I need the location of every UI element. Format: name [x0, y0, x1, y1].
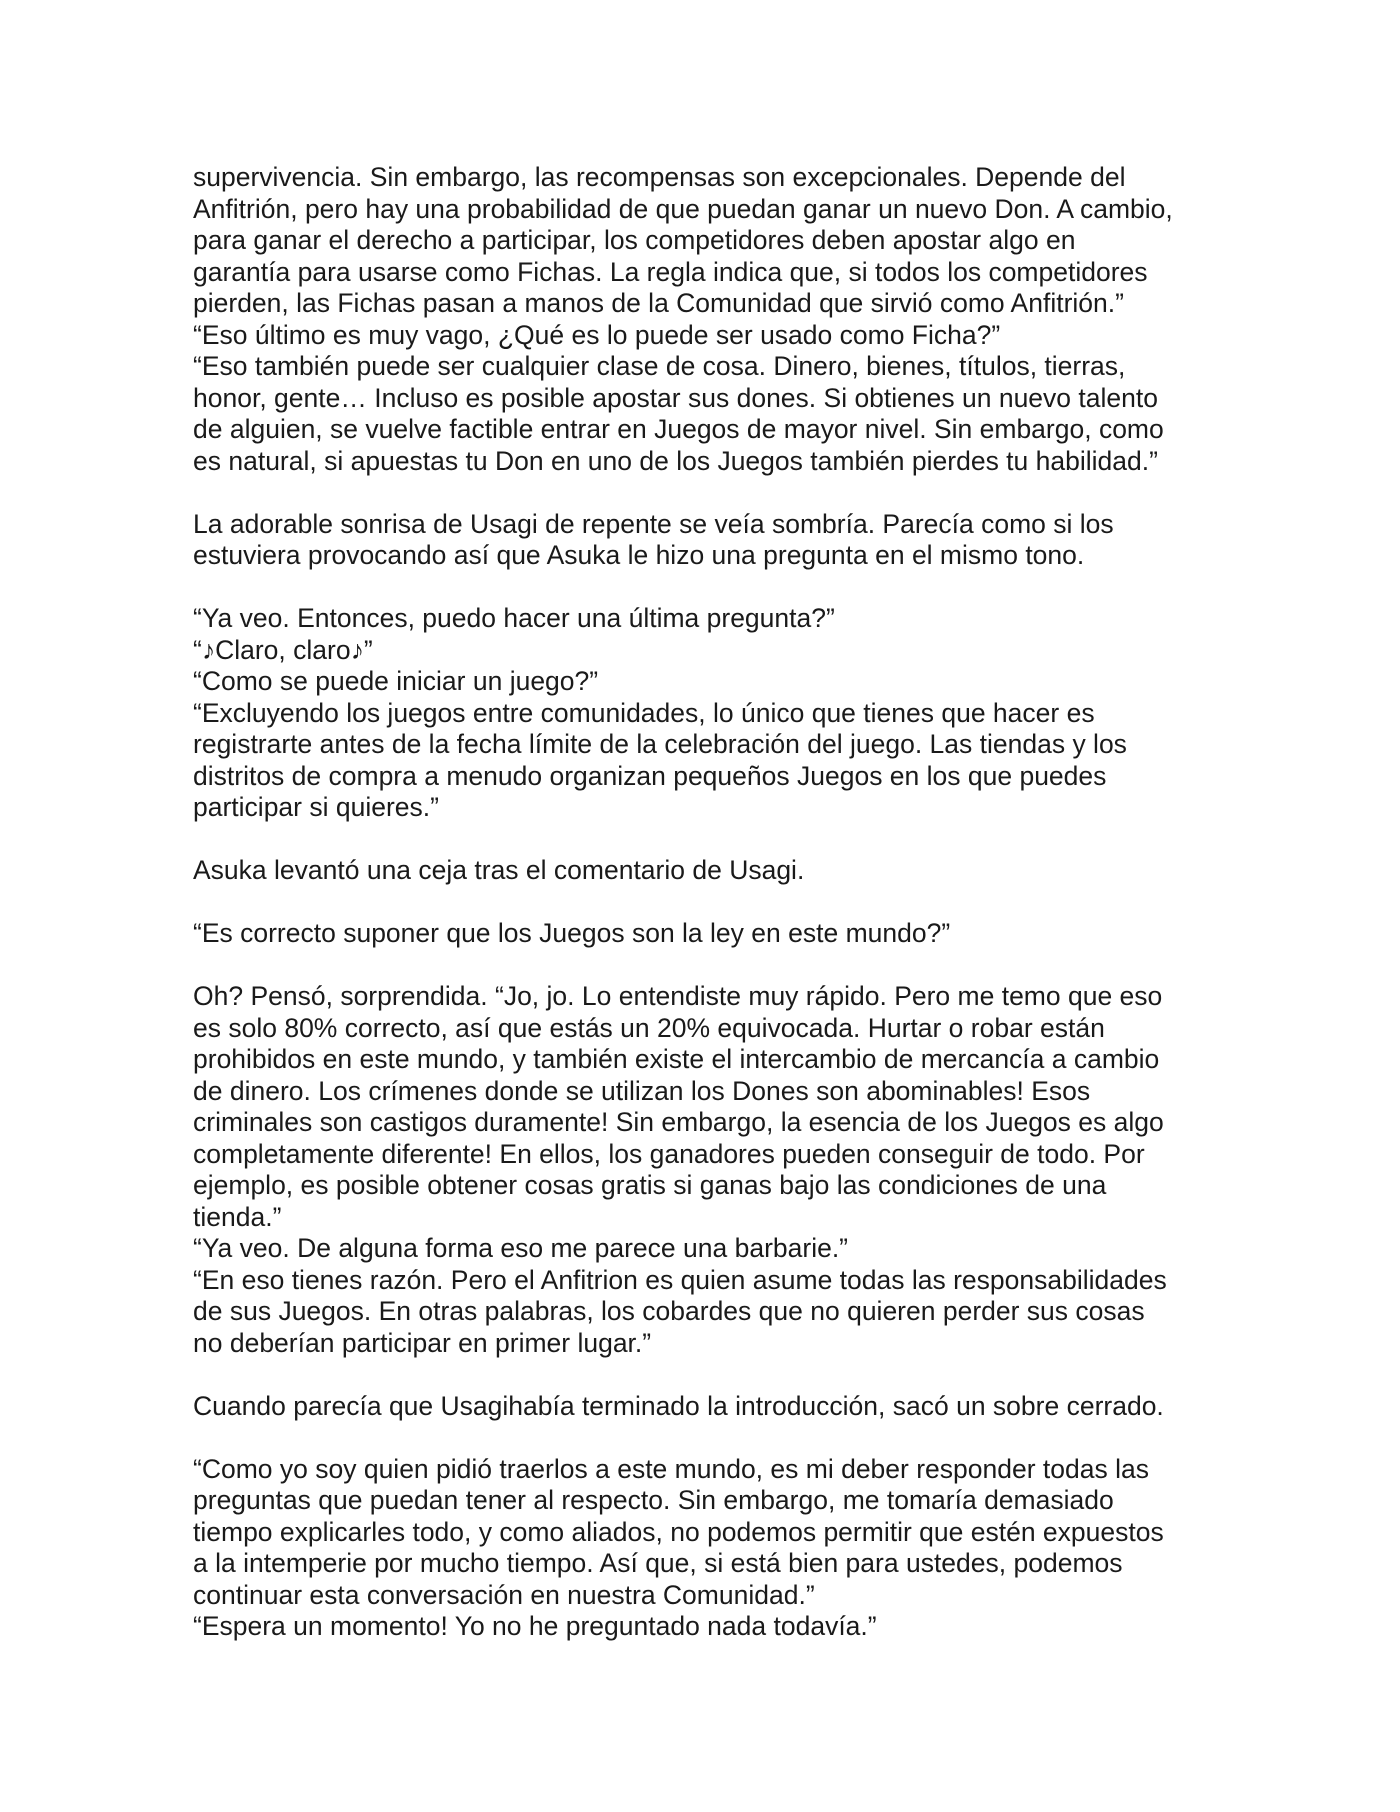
text-line: “Ya veo. Entonces, puedo hacer una última pregunta?” [193, 603, 835, 633]
text-line: supervivencia. Sin embargo, las recompensas son excepcionales. Depende del [193, 162, 1126, 192]
text-line: “Espera un momento! Yo no he preguntado nada todavía.” [193, 1611, 877, 1641]
text-line: “♪Claro, claro♪” [193, 634, 373, 665]
text-line: “Como yo soy quien pidió traerlos a este mundo, es mi deber responder todas las [193, 1453, 1149, 1484]
text-line: es solo 80% correcto, así que estás un 20% equivocada. Hurtar o robar están [193, 1012, 1105, 1043]
text-line: pierden, las Fichas pasan a manos de la Comunidad que sirvió como Anfitrión.” [193, 288, 1124, 318]
text-line: La adorable sonrisa de Usagi de repente se veía sombría. Parecía como si los [193, 508, 1114, 539]
paragraph-gap [193, 1359, 1233, 1391]
paragraph-gap [193, 477, 1233, 509]
text-line: no deberían participar en primer lugar.” [193, 1327, 652, 1358]
text-line: Cuando parecía que Usagihabía terminado la introducción, sacó un sobre cerrado. [193, 1390, 1164, 1421]
paragraph-3 [193, 603, 1233, 824]
paragraph-8 [193, 1454, 1233, 1643]
text-line: Oh? Pensó, sorprendida. “Jo, jo. Lo entendiste muy rápido. Pero me temo que eso [193, 981, 1163, 1011]
paragraph-gap [193, 572, 1233, 604]
text-line: completamente diferente! En ellos, los ganadores pueden conseguir de todo. Por [193, 1138, 1145, 1169]
text-line: tiempo explicarles todo, y como aliados, no podemos permitir que estén expuestos [193, 1516, 1164, 1547]
paragraph-gap [193, 950, 1233, 982]
text-line: “Excluyendo los juegos entre comunidades, lo único que tienes que hacer es [193, 697, 1095, 728]
text-line: estuviera provocando así que Asuka le hizo una pregunta en el mismo tono. [193, 540, 1085, 570]
text-line: “Ya veo. De alguna forma eso me parece una barbarie.” [193, 1233, 849, 1263]
text-line: “Eso último es muy vago, ¿Qué es lo puede ser usado como Ficha?” [193, 319, 1001, 350]
paragraph-7 [193, 1391, 1233, 1423]
text-line: “En eso tienes razón. Pero el Anfitrion es quien asume todas las responsabilidades [193, 1264, 1167, 1295]
paragraph-6 [193, 981, 1233, 1359]
paragraph-gap [193, 824, 1233, 856]
paragraph-gap [193, 1422, 1233, 1454]
text-line: preguntas que puedan tener al respecto. Sin embargo, me tomaría demasiado [193, 1485, 1114, 1515]
text-line: Asuka levantó una ceja tras el comentario de Usagi. [193, 855, 805, 885]
text-line: de alguien, se vuelve factible entrar en Juegos de mayor nivel. Sin embargo, como [193, 414, 1164, 444]
text-line: participar si quieres.” [193, 792, 439, 822]
paragraph-gap [193, 887, 1233, 919]
text-line: de sus Juegos. En otras palabras, los cobardes que no quieren perder sus cosas [193, 1296, 1145, 1326]
text-line: “Eso también puede ser cualquier clase de cosa. Dinero, bienes, títulos, tierras, [193, 351, 1126, 381]
text-line: prohibidos en este mundo, y también existe el intercambio de mercancía a cambio [193, 1044, 1160, 1074]
text-line: garantía para usarse como Fichas. La regla indica que, si todos los competidores [193, 256, 1148, 287]
text-line: ejemplo, es posible obtener cosas gratis si ganas bajo las condiciones de una [193, 1170, 1107, 1200]
text-line: “Es correcto suponer que los Juegos son la ley en este mundo?” [193, 918, 951, 948]
text-line: “Como se puede iniciar un juego?” [193, 666, 599, 696]
text-line: es natural, si apuestas tu Don en uno de los Juegos también pierdes tu habilidad.” [193, 445, 1158, 476]
text-line: honor, gente… Incluso es posible apostar sus dones. Si obtienes un nuevo talento [193, 382, 1158, 413]
text-line: registrarte antes de la fecha límite de la celebración del juego. Las tiendas y los [193, 729, 1127, 759]
paragraph-1 [193, 162, 1233, 477]
text-line: continuar esta conversación en nuestra Comunidad.” [193, 1579, 815, 1610]
paragraph-5 [193, 918, 1233, 950]
text-line: de dinero. Los crímenes donde se utilizan los Dones son abominables! Esos [193, 1075, 1091, 1106]
text-line: criminales son castigos duramente! Sin embargo, la esencia de los Juegos es algo [193, 1107, 1164, 1137]
text-line: a la intemperie por mucho tiempo. Así que, si está bien para ustedes, podemos [193, 1548, 1123, 1578]
paragraph-4 [193, 855, 1233, 887]
text-line: tienda.” [193, 1201, 282, 1232]
text-line: Anfitrión, pero hay una probabilidad de que puedan ganar un nuevo Don. A cambio, [193, 193, 1173, 224]
text-line: distritos de compra a menudo organizan pequeños Juegos en los que puedes [193, 760, 1107, 791]
text-line: para ganar el derecho a participar, los competidores deben apostar algo en [193, 225, 1076, 255]
document-page [193, 162, 1233, 1643]
paragraph-2 [193, 509, 1233, 572]
